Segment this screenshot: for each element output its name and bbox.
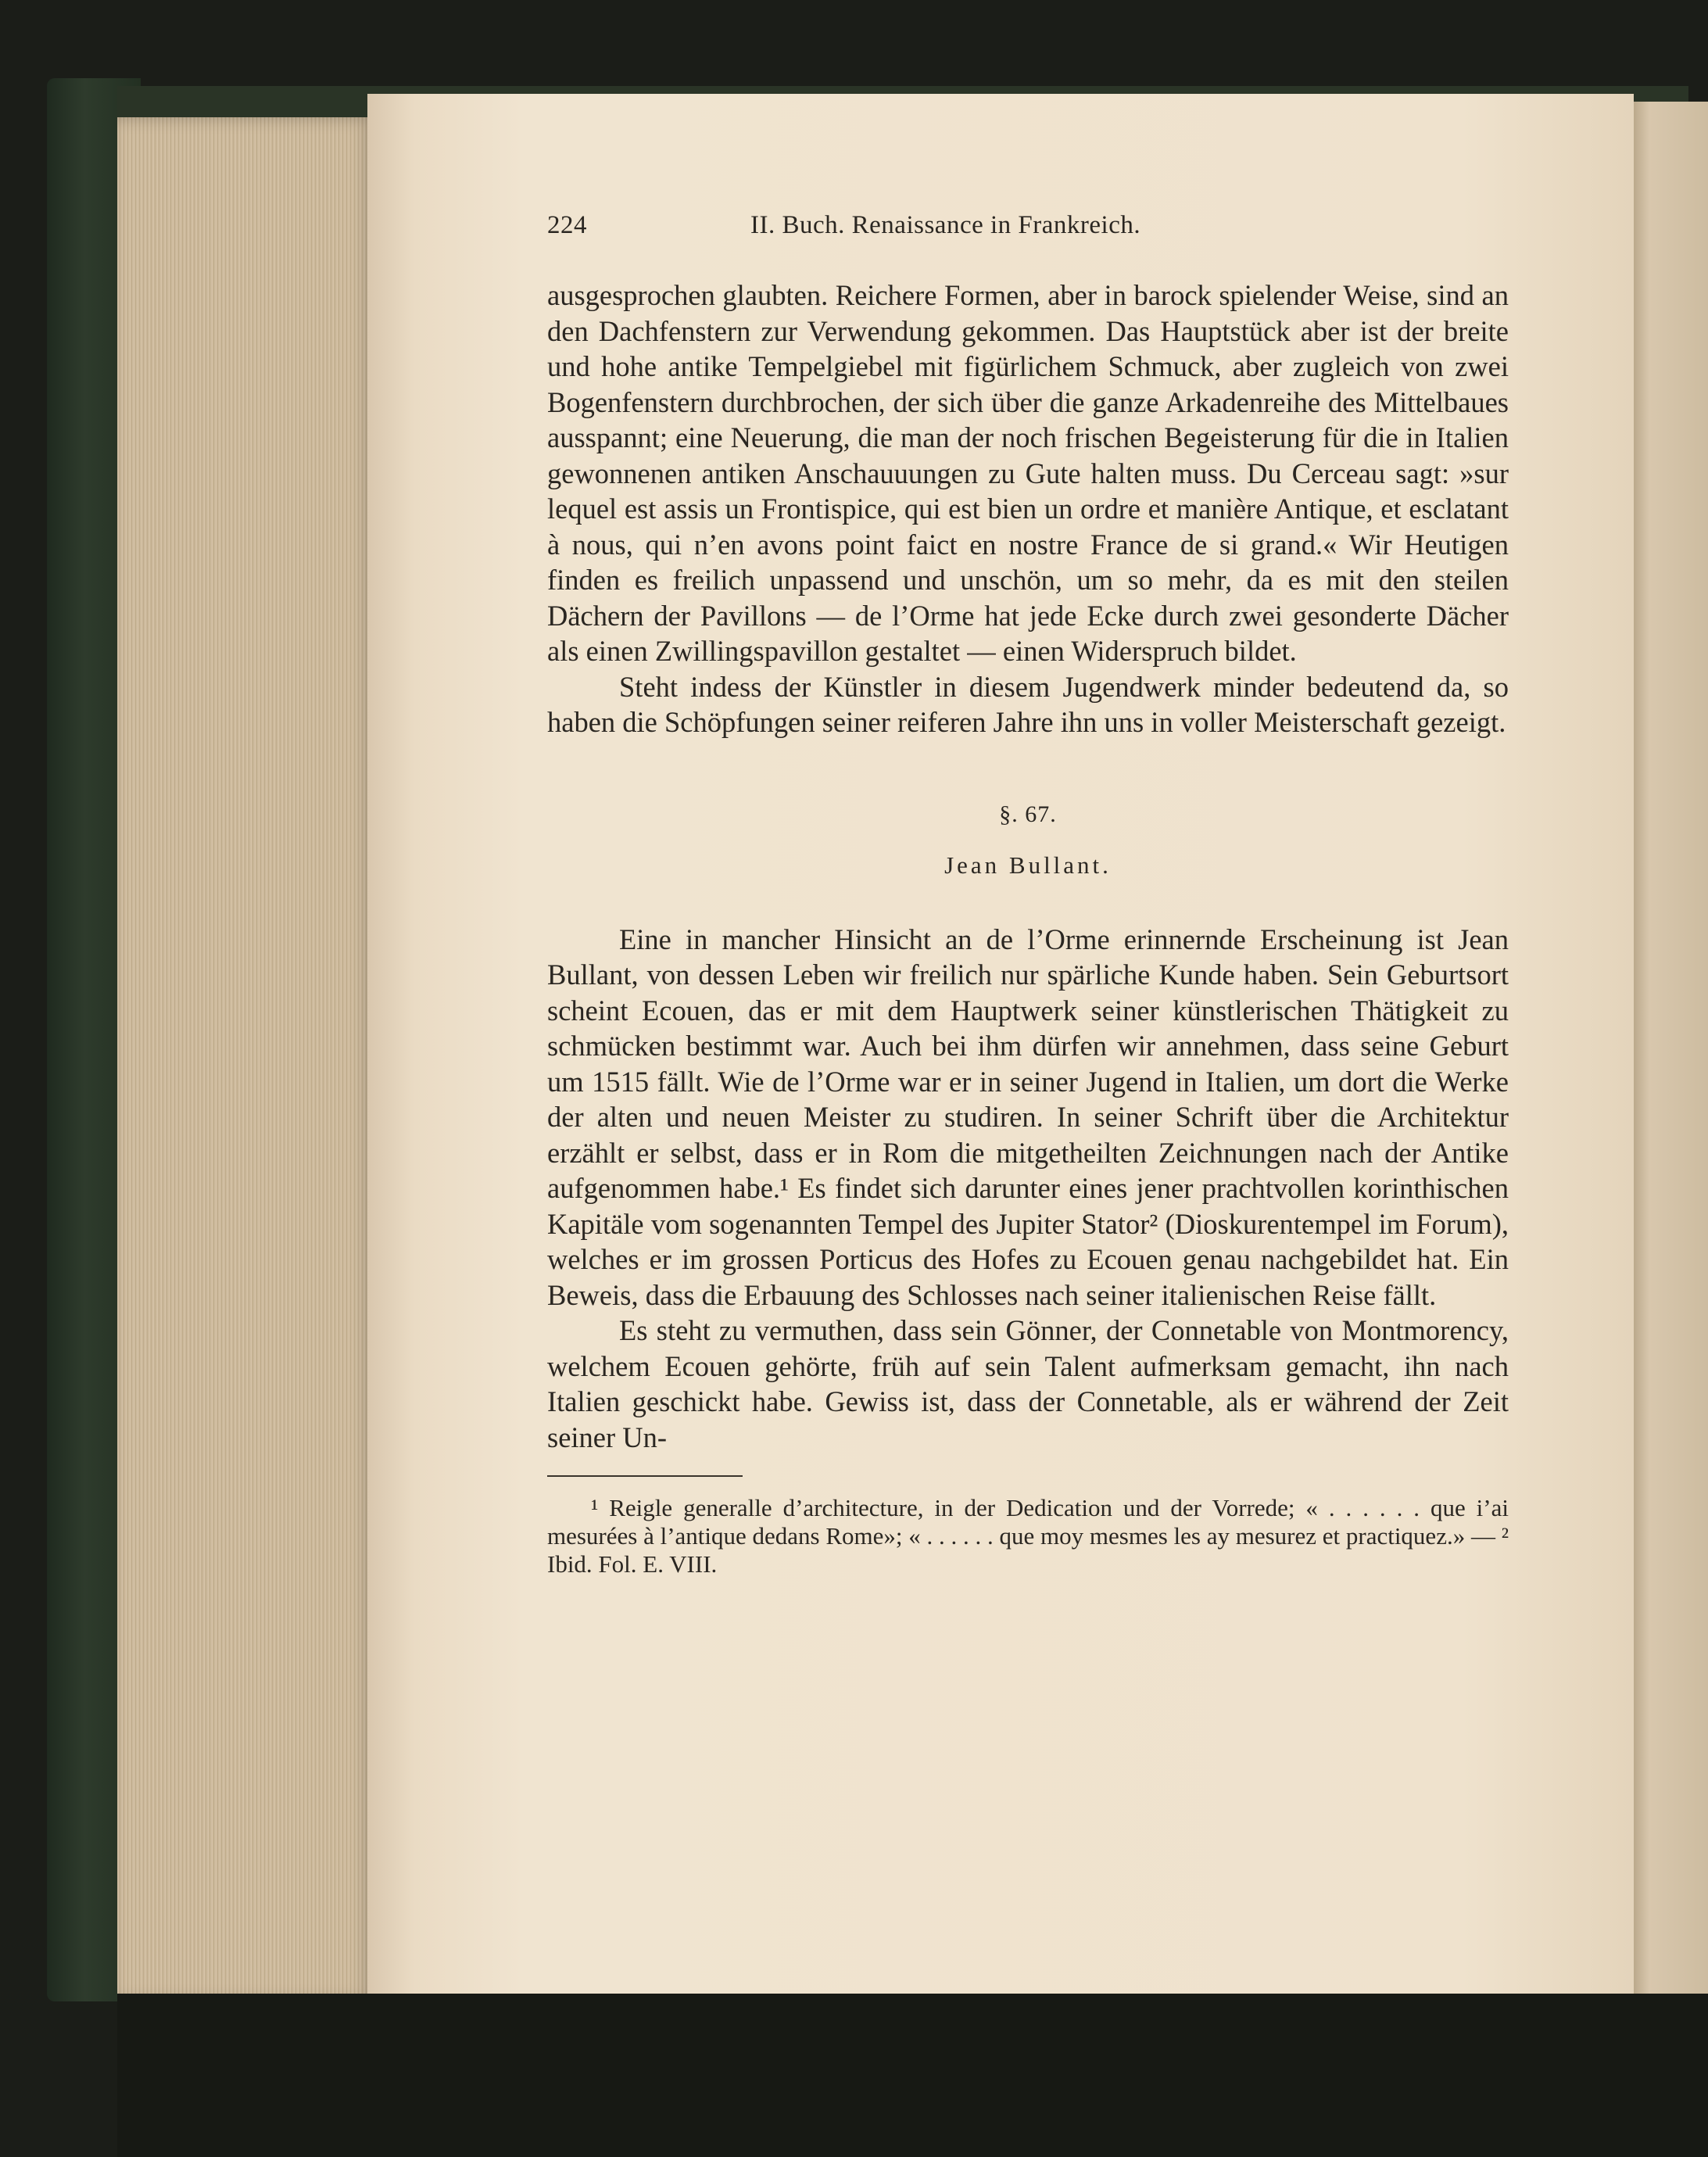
footnote-divider <box>547 1475 743 1477</box>
facing-page-edge <box>1634 102 1708 1994</box>
page-text <box>547 211 1509 1578</box>
section-title: Jean Bullant. <box>944 851 1112 879</box>
running-head <box>547 211 1509 240</box>
page-number: 224 <box>547 211 587 239</box>
paragraph: Eine in mancher Hinsicht an de l’Orme erinnernde Erscheinung ist Jean Bullant, von dessen Leben wir freilich nur spärliche Kunde haben. Sein Geburtsort scheint Ecouen, das er mit dem Hauptwerk seiner künstlerischen Thätigkeit zu schmücken bestimmt war. Auch bei ihm dürfen wir annehmen, dass seine Geburt um 1515 fällt. Wie de l’Orme war er in seiner Jugend in Italien, um dort die Werke der alten und neuen Meister zu studiren. In seiner Schrift über die Architektur erzählt er selbst, dass er in Rom die mitgetheilten Zeichnungen nach der Antike aufgenommen habe.¹ Es findet sich darunter eines jener prachtvollen korinthischen Kapitäle vom sogenannten Tempel des Jupiter Stator² (Dioskurentempel im Forum), welches er im grossen Porticus des Hofes zu Ecouen genau nachgebildet hat. Ein Beweis, dass die Erbauung des Schlosses nach seiner italienischen Reise fällt. <box>547 923 1509 1311</box>
paragraph: Steht indess der Künstler in diesem Jugendwerk minder bedeutend da, so haben die Schöpfungen seiner reiferen Jahre ihn uns in voller Meisterschaft gezeigt. <box>547 670 1509 738</box>
running-head-title: II. Buch. Renaissance in Frankreich. <box>750 211 1141 239</box>
section-number: §. 67. <box>999 801 1057 827</box>
background-shadow <box>117 1994 1708 2157</box>
paragraph: ausgesprochen glaubten. Reichere Formen, aber in barock spielender Weise, sind an den Dachfenstern zur Verwendung gekommen. Das Hauptstück aber ist der breite und hohe antike Tempelgiebel mit figürlichem Schmuck, aber zugleich von zwei Bogenfenstern durchbrochen, der sich über die ganze Arkadenreihe des Mittelbaues ausspannt; eine Neuerung, die man der noch frischen Begeisterung für die in Italien gewonnenen antiken Anschauuungen zu Gute halten muss. Du Cerceau sagt: »sur lequel est assis un Frontispice, qui est bien un ordre et manière Antique, et esclatant à nous, qui n’en avons point faict en nostre France de si grand.« Wir Heutigen finden es freilich unpassend und unschön, um so mehr, da es mit den steilen Dächern der Pavillons — de l’Orme hat jede Ecke durch zwei gesonderte Dächer als einen Zwillingspavillon gestaltet — einen Widerspruch bildet. <box>547 279 1509 667</box>
paragraph: Es steht zu vermuthen, dass sein Gönner, der Connetable von Montmorency, welchem Ecouen gehörte, früh auf sein Talent aufmerksam gemacht, ihn nach Italien geschickt habe. Gewiss ist, dass der Connetable, als er während der Zeit seiner Un- <box>547 1314 1509 1453</box>
page-block-edges <box>117 117 375 2001</box>
footnote: ¹ Reigle generalle d’architecture, in der Dedication und der Vorrede; « . . . . . . que i’ai mesurées à l’antique dedans Rome»; « . . . . . . que moy mesmes les ay mesurez et practiquez.» — ² Ibid. Fol. E. VIII. <box>547 1494 1509 1578</box>
